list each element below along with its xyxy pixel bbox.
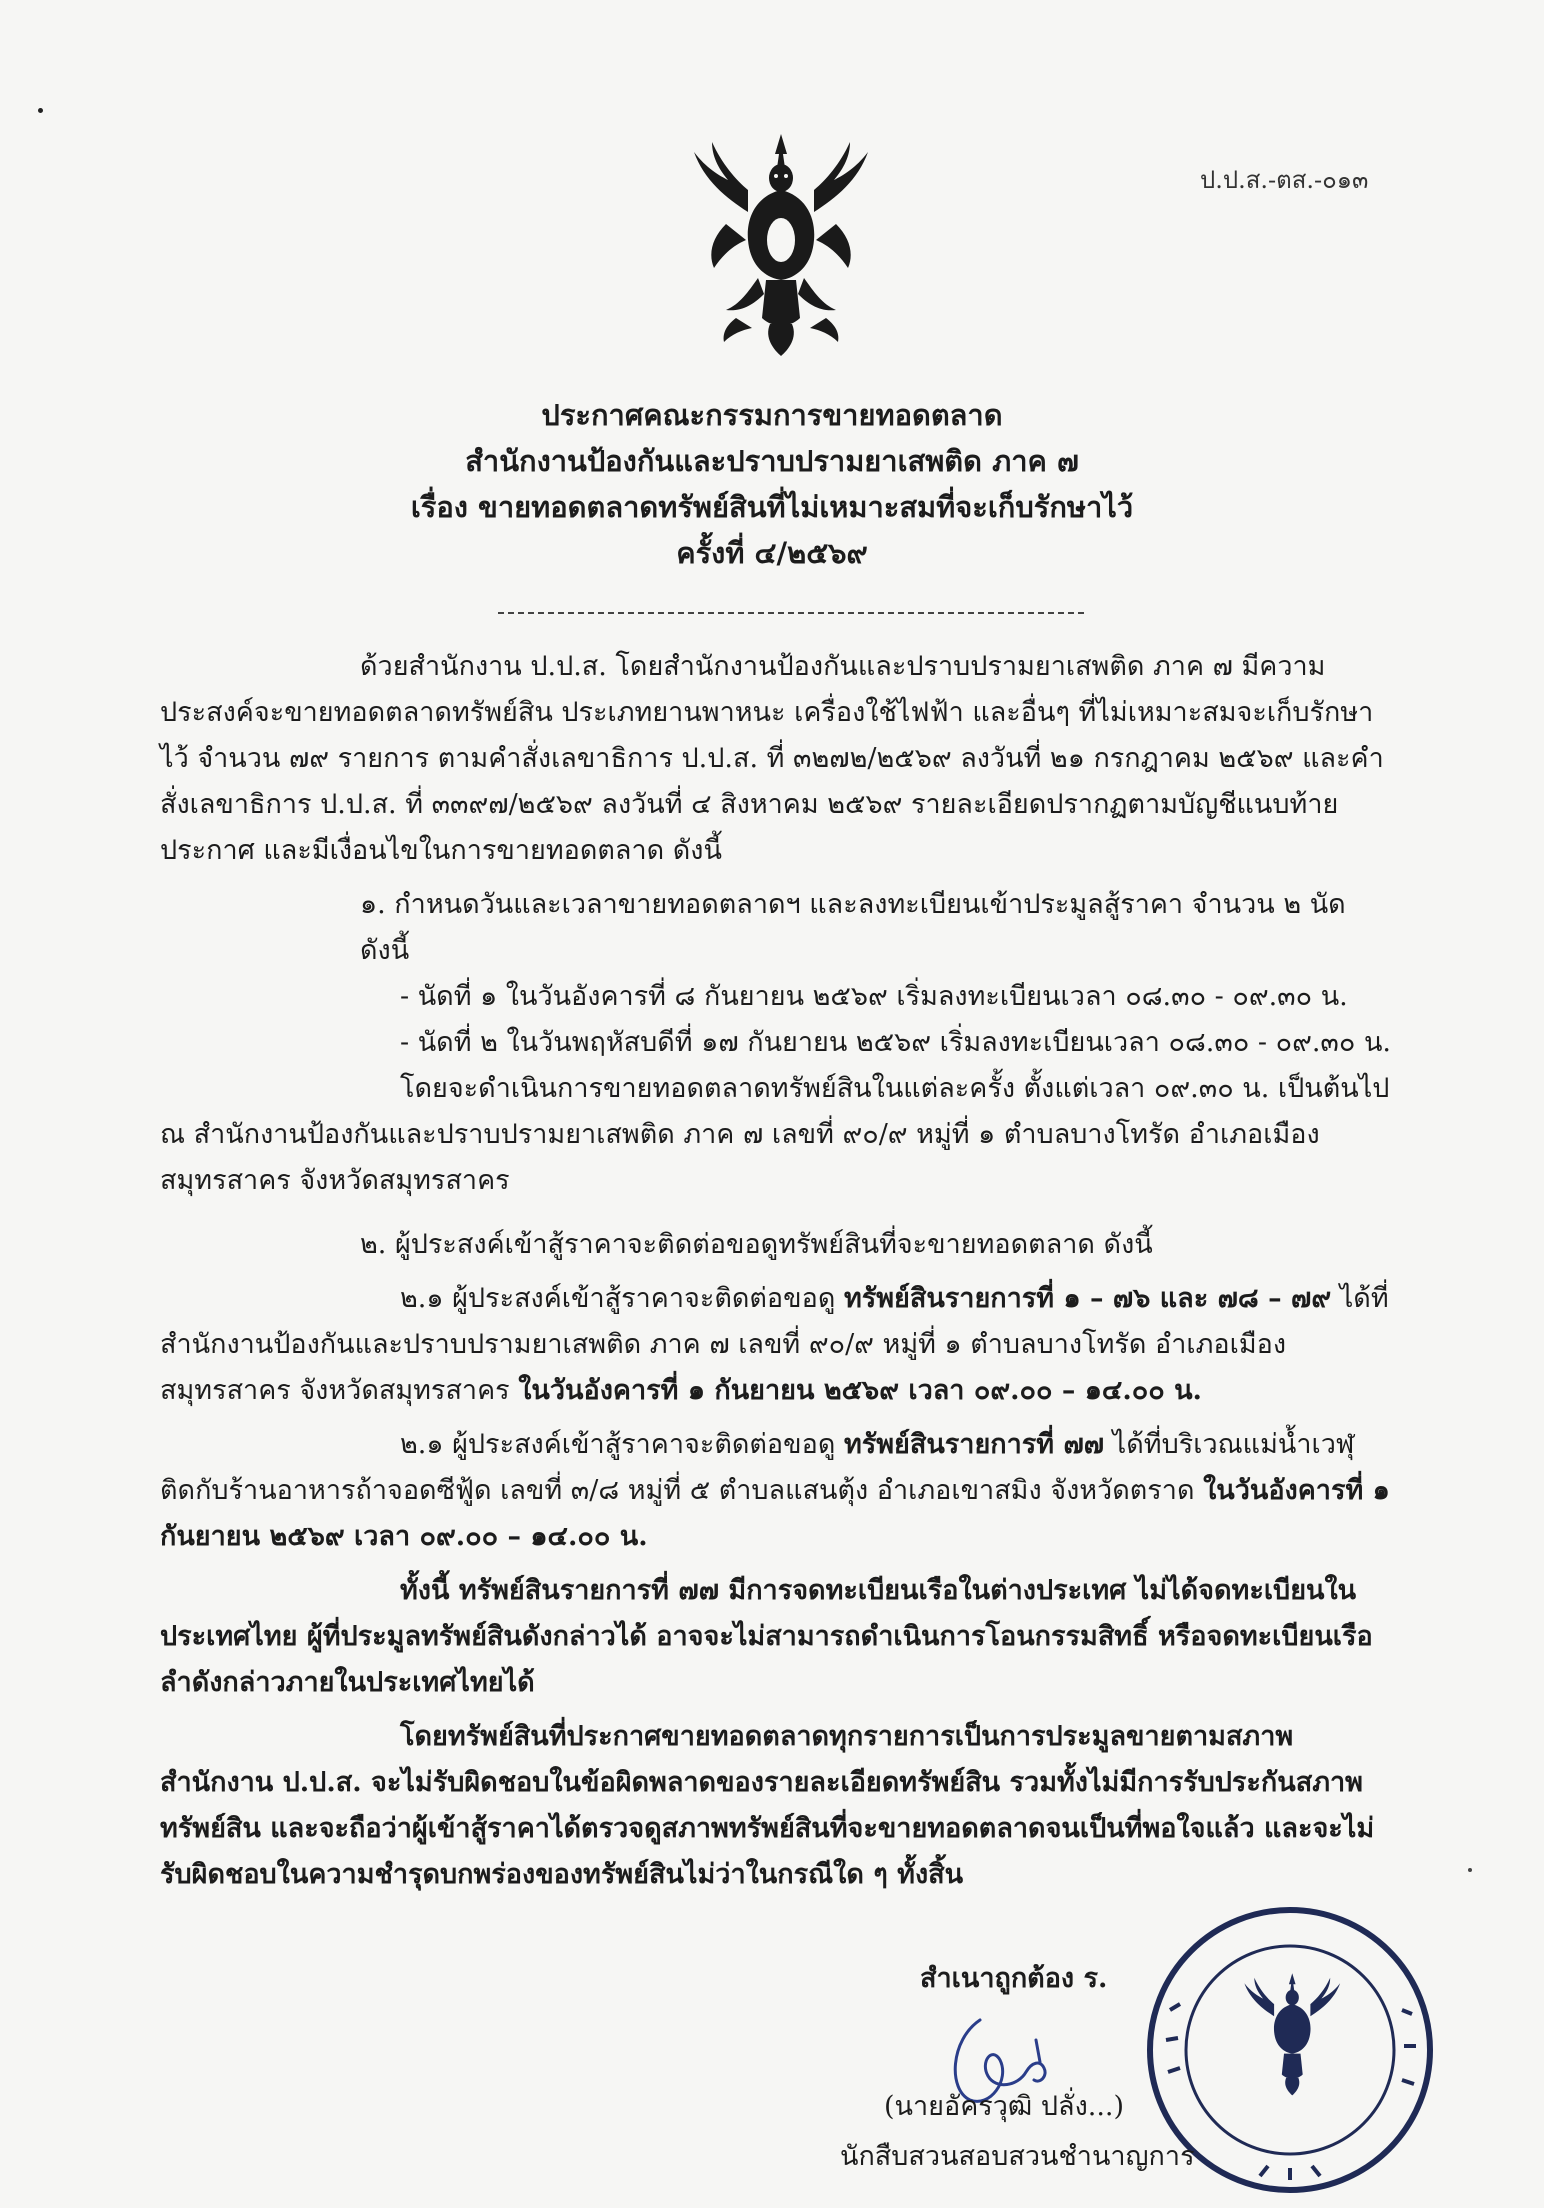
scan-speck [1468, 1868, 1472, 1872]
item-2-2-text: ๒.๑ ผู้ประสงค์เข้าสู้ราคาจะติดต่อขอดู [400, 1429, 844, 1460]
intro-paragraph: ด้วยสำนักงาน ป.ป.ส. โดยสำนักงานป้องกันและปราบปรามยาเสพติด ภาค ๗ มีความประสงค์จะขายทอดตลาดทรัพย์สิน ประเภทยานพาหนะ เครื่องใช้ไฟฟ้า และอื่นๆ ที่ไม่เหมาะสมจะเก็บรักษาไว้ จำนวน ๗๙ รายการ ตามคำสั่งเลขาธิการ ป.ป.ส. ที่ ๓๒๗๒/๒๕๖๙ ลงวันที่ ๒๑ กรกฎาคม ๒๕๖๙ และคำสั่งเลขาธิการ ป.ป.ส. ที่ ๓๓๙๗/๒๕๖๙ ลงวันที่ ๔ สิงหาคม ๒๕๖๙ รายละเอียดปรากฏตามบัญชีแนบท้ายประกาศ และมีเงื่อนไขในการขายทอดตลาด ดังนี้ [160, 651, 1384, 866]
item-1-heading: ๑. กำหนดวันและเวลาขายทอดตลาดฯ และลงทะเบียนเข้าประมูลสู้ราคา จำนวน ๒ นัด ดังนี้ [360, 889, 1346, 966]
scan-speck [38, 108, 43, 113]
item-1-round-1: - นัดที่ ๑ ในวันอังคารที่ ๘ กันยายน ๒๕๖๙ เริ่มลงทะเบียนเวลา ๐๘.๓๐ - ๐๙.๓๐ น. [400, 981, 1348, 1012]
signer-name: (นายอัครวุฒิ ปลั่ง...) [884, 2091, 1125, 2122]
announcement-body [160, 644, 1396, 1898]
item-2-1-assets: ทรัพย์สินรายการที่ ๑ – ๗๖ และ ๗๘ – ๗๙ [843, 1283, 1332, 1314]
item-2-2-date: ในวันอังคารที่ ๑ กันยายน ๒๕๖๙ เวลา ๐๙.๐๐ – ๑๔.๐๐ น. [160, 1475, 1390, 1552]
item-1-round-2: - นัดที่ ๒ ในวันพฤหัสบดีที่ ๑๗ กันยายน ๒๕๖๙ เริ่มลงทะเบียนเวลา ๐๘.๓๐ - ๐๙.๓๐ น. [400, 1027, 1391, 1058]
note-1-paragraph [160, 1568, 1396, 1706]
header-line-2: สำนักงานป้องกันและปราบปรามยาเสพติด ภาค ๗ [465, 444, 1079, 478]
item-2-2-location: ได้ที่บริเวณแม่น้ำเวฬุ ติดกับร้านอาหารถ้าจอดซีฟู้ด เลขที่ ๓/๘ หมู่ที่ ๕ ตำบลแสนตุ้ง อำเภอเขาสมิง จังหวัดตราด [160, 1429, 1355, 1506]
note-1-text: มีการจดทะเบียนเรือในต่างประเทศ ไม่ได้จดทะเบียนในประเทศไทย ผู้ที่ประมูลทรัพย์สินดังกล่าวได้ อาจจะไม่สามารถดำเนินการโอนกรรมสิทธิ์ หรือจดทะเบียนเรือลำดังกล่าวภายในประเทศไทยได้ [160, 1575, 1373, 1698]
note-1-lead: ทั้งนี้ ทรัพย์สินรายการที่ ๗๗ [400, 1575, 719, 1606]
header-line-4: ครั้งที่ ๔/๒๕๖๙ [676, 536, 868, 570]
item-1-location: โดยจะดำเนินการขายทอดตลาดทรัพย์สินในแต่ละครั้ง ตั้งแต่เวลา ๐๙.๓๐ น. เป็นต้นไป ณ สำนักงานป้องกันและปราบปรามยาเสพติด ภาค ๗ เลขที่ ๙๐/๙ หมู่ที่ ๑ ตำบลบางโทรัด อำเภอเมืองสมุทรสาคร จังหวัดสมุทรสาคร [160, 1073, 1390, 1196]
header-line-1: ประกาศคณะกรรมการขายทอดตลาด [541, 398, 1003, 432]
header-line-3: เรื่อง ขายทอดตลาดทรัพย์สินที่ไม่เหมาะสมที่จะเก็บรักษาไว้ [410, 490, 1134, 524]
item-2-1-paragraph [160, 1276, 1396, 1414]
document-number: ป.ป.ส.-ตส.-๐๑๓ [1200, 166, 1369, 194]
item-2-2-paragraph [160, 1422, 1396, 1560]
signer-position: นักสืบสวนสอบสวนชำนาญการ [840, 2141, 1195, 2172]
certified-copy-label: สำเนาถูกต้อง ร. [920, 1963, 1108, 1994]
item-2-1-location: ได้ที่สำนักงานป้องกันและปราบปรามยาเสพติด ภาค ๗ เลขที่ ๙๐/๙ หมู่ที่ ๑ ตำบลบางโทรัด อำเภอเมืองสมุทรสาคร จังหวัดสมุทรสาคร [160, 1283, 1389, 1406]
garuda-emblem-icon [686, 128, 876, 358]
dashed-divider [498, 612, 1084, 614]
item-2-heading: ๒. ผู้ประสงค์เข้าสู้ราคาจะติดต่อขอดูทรัพย์สินที่จะขายทอดตลาด ดังนี้ [360, 1229, 1153, 1260]
item-2-1-text: ๒.๑ ผู้ประสงค์เข้าสู้ราคาจะติดต่อขอดู [400, 1283, 844, 1314]
item-2-2-assets: ทรัพย์สินรายการที่ ๗๗ [843, 1429, 1105, 1460]
item-2-1-date: ในวันอังคารที่ ๑ กันยายน ๒๕๖๙ เวลา ๐๙.๐๐ – ๑๔.๐๐ น. [518, 1375, 1202, 1406]
note-2-paragraph: โดยทรัพย์สินที่ประกาศขายทอดตลาดทุกรายการเป็นการประมูลขายตามสภาพ สำนักงาน ป.ป.ส. จะไม่รับผิดชอบในข้อผิดพลาดของรายละเอียดทรัพย์สิน รวมทั้งไม่มีการรับประกันสภาพทรัพย์สิน และจะถือว่าผู้เข้าสู้ราคาได้ตรวจดูสภาพทรัพย์สินที่จะขายทอดตลาดจนเป็นที่พอใจแล้ว และจะไม่รับผิดชอบในความชำรุดบกพร่องของทรัพย์สินไม่ว่าในกรณีใด ๆ ทั้งสิ้น [160, 1721, 1375, 1890]
announcement-header [0, 392, 1544, 576]
